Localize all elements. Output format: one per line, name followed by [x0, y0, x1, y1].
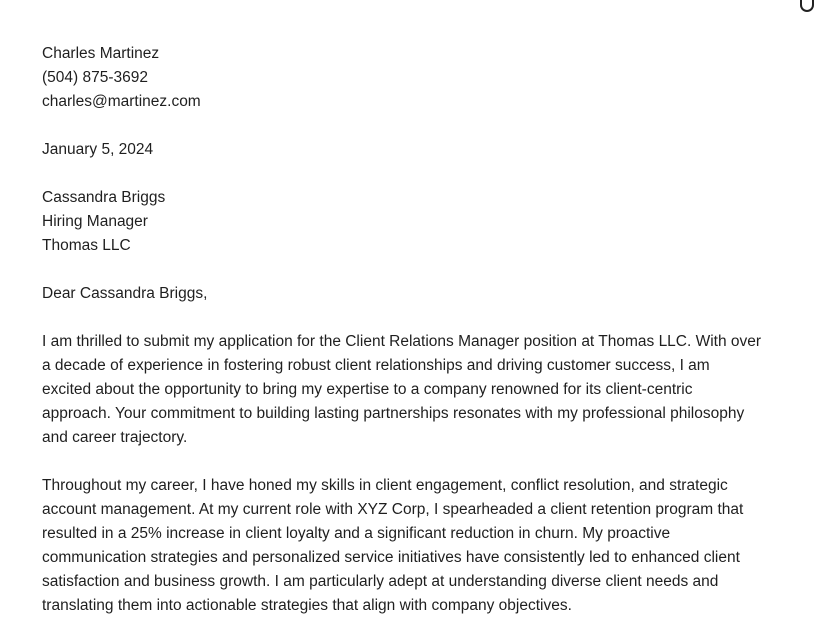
- letter-date: January 5, 2024: [42, 141, 154, 158]
- body-paragraph-1: [42, 330, 802, 450]
- sender-name: Charles Martinez: [42, 45, 160, 62]
- salutation-block: [42, 282, 802, 306]
- sender-block: [42, 42, 802, 114]
- paragraph-line: resulted in a 25% increase in client loyalty and a significant reduction in churn. My proactive: [42, 525, 671, 542]
- sender-phone: (504) 875-3692: [42, 69, 148, 86]
- paragraph-line: Throughout my career, I have honed my skills in client engagement, conflict resolution, and strategic: [42, 477, 728, 494]
- recipient-block: [42, 186, 802, 258]
- salutation: Dear Cassandra Briggs,: [42, 285, 208, 302]
- paragraph-line: excited about the opportunity to bring my expertise to a company renowned for its client-centric: [42, 381, 693, 398]
- body-paragraph-2: [42, 474, 802, 618]
- paragraph-line: a decade of experience in fostering robust client relationships and driving customer success, I am: [42, 357, 710, 374]
- paragraph-line: satisfaction and business growth. I am particularly adept at understanding diverse client needs and: [42, 573, 719, 590]
- cover-letter: [42, 42, 802, 642]
- corner-partial-glyph: [800, 0, 814, 12]
- paragraph-line: approach. Your commitment to building lasting partnerships resonates with my professional philosophy: [42, 405, 745, 422]
- paragraph-line: I am thrilled to submit my application for the Client Relations Manager position at Thomas LLC. With over: [42, 333, 762, 350]
- recipient-company: Thomas LLC: [42, 237, 131, 254]
- paragraph-line: account management. At my current role with XYZ Corp, I spearheaded a client retention program that: [42, 501, 744, 518]
- paragraph-line: communication strategies and personalized service initiatives have consistently led to enhanced client: [42, 549, 740, 566]
- recipient-title: Hiring Manager: [42, 213, 148, 230]
- date-block: [42, 138, 802, 162]
- paragraph-line: translating them into actionable strategies that align with company objectives.: [42, 597, 572, 614]
- paragraph-line: and career trajectory.: [42, 429, 188, 446]
- sender-email: charles@martinez.com: [42, 93, 201, 110]
- recipient-name: Cassandra Briggs: [42, 189, 166, 206]
